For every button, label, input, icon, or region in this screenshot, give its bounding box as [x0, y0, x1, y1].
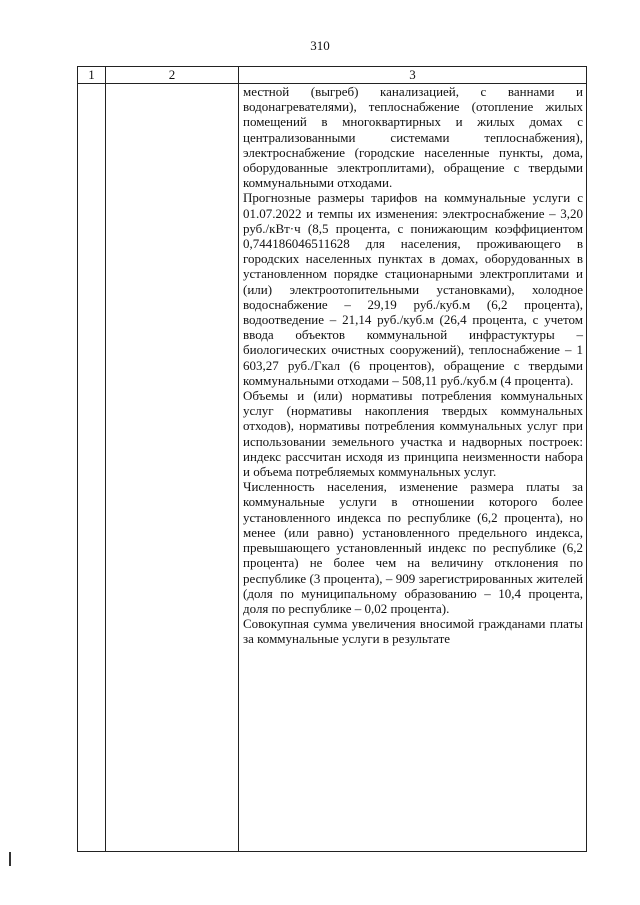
cell-column-2	[106, 84, 239, 852]
column-header-2: 2	[106, 67, 239, 84]
paragraph-utility-services: местной (выгреб) канализацией, с ваннами и водонагревателями), теплоснабжение (отопление жилых помещений в многоквартирных и жилых домах с централизованными системами теплоснабжения), электроснабжение (городские населенные пункты, дома, оборудованные электроплитами), обращение с твердыми коммунальными отходами.	[243, 84, 583, 191]
paragraph-consumption-norms: Объемы и (или) нормативы потребления коммунальных услуг (нормативы накопления твердых коммунальных отходов), нормативы потребления коммунальных услуг при использовании земельного участка и надворных построек: индекс рассчитан исходя из принципа неизменности набора и объема потребляемых коммунальных услуг.	[243, 388, 583, 480]
column-header-1: 1	[78, 67, 106, 84]
table-header-row	[78, 67, 587, 84]
cell-column-3	[239, 84, 587, 852]
document-table	[77, 66, 587, 852]
cell-column-1	[78, 84, 106, 852]
column-header-3: 3	[239, 67, 587, 84]
table-body-row	[78, 84, 587, 852]
paragraph-population: Численность населения, изменение размера платы за коммунальные услуги в отношении которого более установленного индекса по республике (6,2 процента), но менее (или равно) установленного предельного индекса, превышающего установленный индекс по республике (6,2 процента) не более чем на величину отклонения по республике (3 процента), – 909 зарегистрированных жителей (доля по муниципальному образованию – 10,4 процента, доля по республике – 0,02 процента).	[243, 479, 583, 616]
page-number: 310	[310, 38, 330, 53]
paragraph-tariff-forecast: Прогнозные размеры тарифов на коммунальные услуги с 01.07.2022 и темпы их изменения: электроснабжение – 3,20 руб./кВт·ч (8,5 процента, с понижающим коэффициентом 0,744186046511628 для населения, проживающего в городских населенных пунктах в домах, оборудованных в установленном порядке стационарными электроплитами и (или) электроотопительными установками), холодное водоснабжение – 29,19 руб./куб.м (6,2 процента), водоотведение – 21,14 руб./куб.м (26,4 процента, с учетом ввода объектов коммунальной инфрастуктуры – биологических очистных сооружений), теплоснабжение – 1 603,27 руб./Гкал (6 процентов), обращение с твердыми коммунальными отходами – 508,11 руб./куб.м (4 процента).	[243, 190, 583, 388]
paragraph-total-increase: Совокупная сумма увеличения вносимой гражданами платы за коммунальные услуги в результате	[243, 616, 583, 647]
scan-mark	[9, 852, 11, 866]
